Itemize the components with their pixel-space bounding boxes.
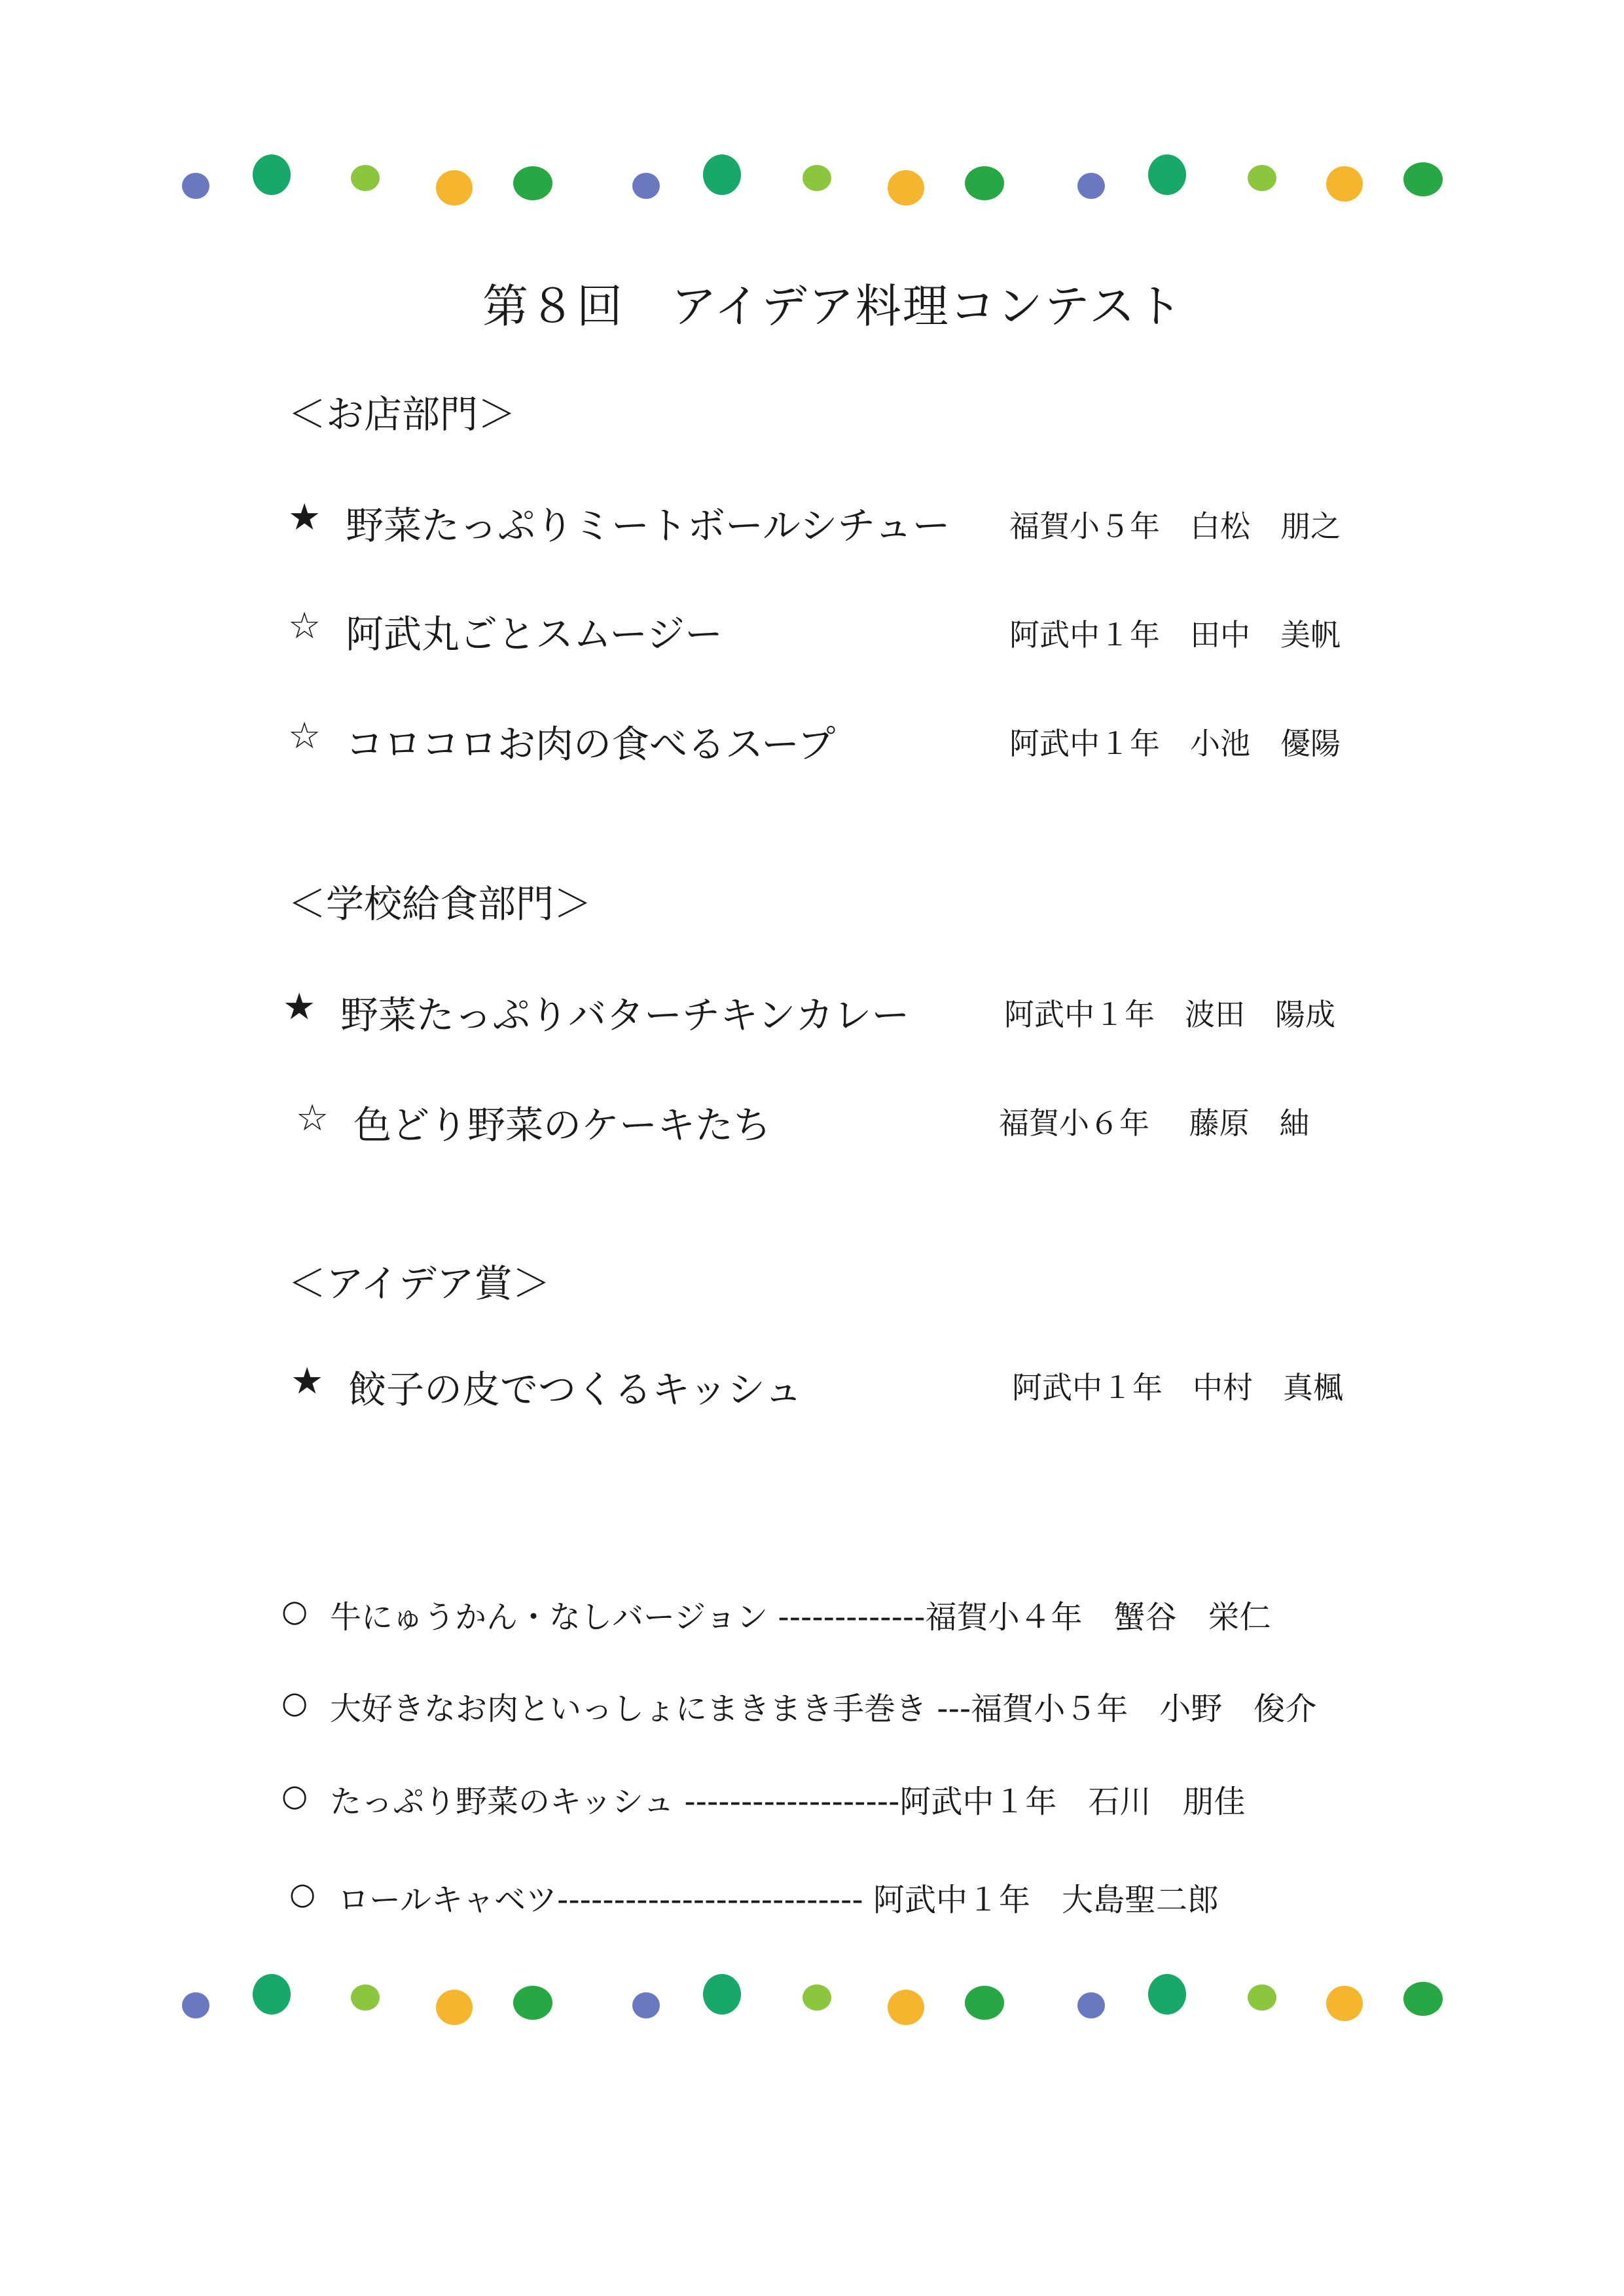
entry-credit: 福賀小５年 白松 朋之: [1009, 509, 1341, 544]
dot-blue: [1077, 173, 1105, 199]
entry-dish: 阿武丸ごとスムージー: [346, 612, 723, 656]
mark-star-filled: ★: [288, 496, 321, 539]
dot-green: [513, 166, 552, 200]
dot-teal: [703, 1974, 741, 2015]
dot-teal: [703, 154, 741, 195]
bullet-circle: ○: [281, 1778, 308, 1813]
entry-credit: 阿武中１年 波田 陽成: [1004, 997, 1335, 1032]
dot-lime: [803, 1984, 831, 2011]
dot-blue: [632, 1992, 660, 2018]
bullet-circle: ○: [289, 1876, 316, 1911]
honorable-line: 大好きなお肉といっしょにまきまき手巻き ---福賀小５年 小野 俊介: [330, 1691, 1317, 1727]
dot-blue: [182, 1992, 209, 2018]
dot-green: [965, 166, 1004, 200]
section-heading-idea-award: ＜アイデア賞＞: [288, 1261, 550, 1306]
entry-credit: 阿武中１年 中村 真楓: [1012, 1370, 1343, 1405]
dot-green: [513, 1986, 552, 2020]
page-title: 第８回 アイデア料理コンテスト: [482, 279, 1183, 333]
dot-teal: [1148, 154, 1186, 195]
entry-dish: コロコロお肉の食べるスープ: [346, 722, 836, 766]
entry-credit: 阿武中１年 小池 優陽: [1009, 726, 1341, 761]
dot-orange: [888, 1990, 924, 2025]
mark-star-outline: ☆: [296, 1097, 329, 1139]
dot-blue: [1077, 1992, 1105, 2018]
bullet-circle: ○: [281, 1685, 308, 1720]
entry-dish: 野菜たっぷりバターチキンカレー: [340, 993, 910, 1037]
entry-dish: 色どり野菜のケーキたち: [353, 1103, 772, 1147]
entry-credit: 阿武中１年 田中 美帆: [1009, 617, 1341, 653]
honorable-line: たっぷり野菜のキッシュ -------------------阿武中１年 石川 朋佳: [330, 1784, 1246, 1820]
dot-lime: [1248, 165, 1276, 191]
dot-orange: [436, 170, 473, 206]
dot-lime: [803, 165, 831, 191]
dot-teal: [1148, 1974, 1186, 2015]
bullet-circle: ○: [281, 1593, 308, 1628]
dot-orange: [436, 1990, 473, 2025]
dot-green: [965, 1986, 1004, 2020]
dot-orange: [888, 170, 924, 206]
dot-blue: [632, 173, 660, 199]
dot-lime: [351, 1984, 380, 2011]
dot-green: [1403, 1982, 1443, 2016]
dot-teal: [253, 154, 291, 195]
entry-dish: 野菜たっぷりミートボールシチュー: [346, 503, 950, 548]
honorable-line: ロールキャベツ--------------------------- 阿武中１年 大島聖二郎: [338, 1882, 1219, 1918]
dot-orange: [1326, 1986, 1363, 2021]
honorable-line: 牛にゅうかん・なしバージョン -------------福賀小４年 蟹谷 栄仁: [330, 1599, 1271, 1636]
dot-orange: [1326, 166, 1363, 202]
mark-star-filled: ★: [283, 986, 316, 1028]
mark-star-filled: ★: [291, 1360, 324, 1403]
dot-lime: [1248, 1984, 1276, 2011]
dot-teal: [253, 1974, 291, 2015]
entry-credit: 福賀小６年 藤原 紬: [999, 1105, 1310, 1141]
section-heading-school-lunch: ＜学校給食部門＞: [288, 882, 592, 926]
dot-green: [1403, 162, 1443, 196]
mark-star-outline: ☆: [288, 605, 321, 647]
dot-lime: [351, 165, 380, 191]
entry-dish: 餃子の皮でつくるキッシュ: [348, 1367, 803, 1412]
dot-blue: [182, 173, 209, 199]
mark-star-outline: ☆: [288, 715, 321, 757]
section-heading-shop: ＜お店部門＞: [288, 392, 516, 437]
